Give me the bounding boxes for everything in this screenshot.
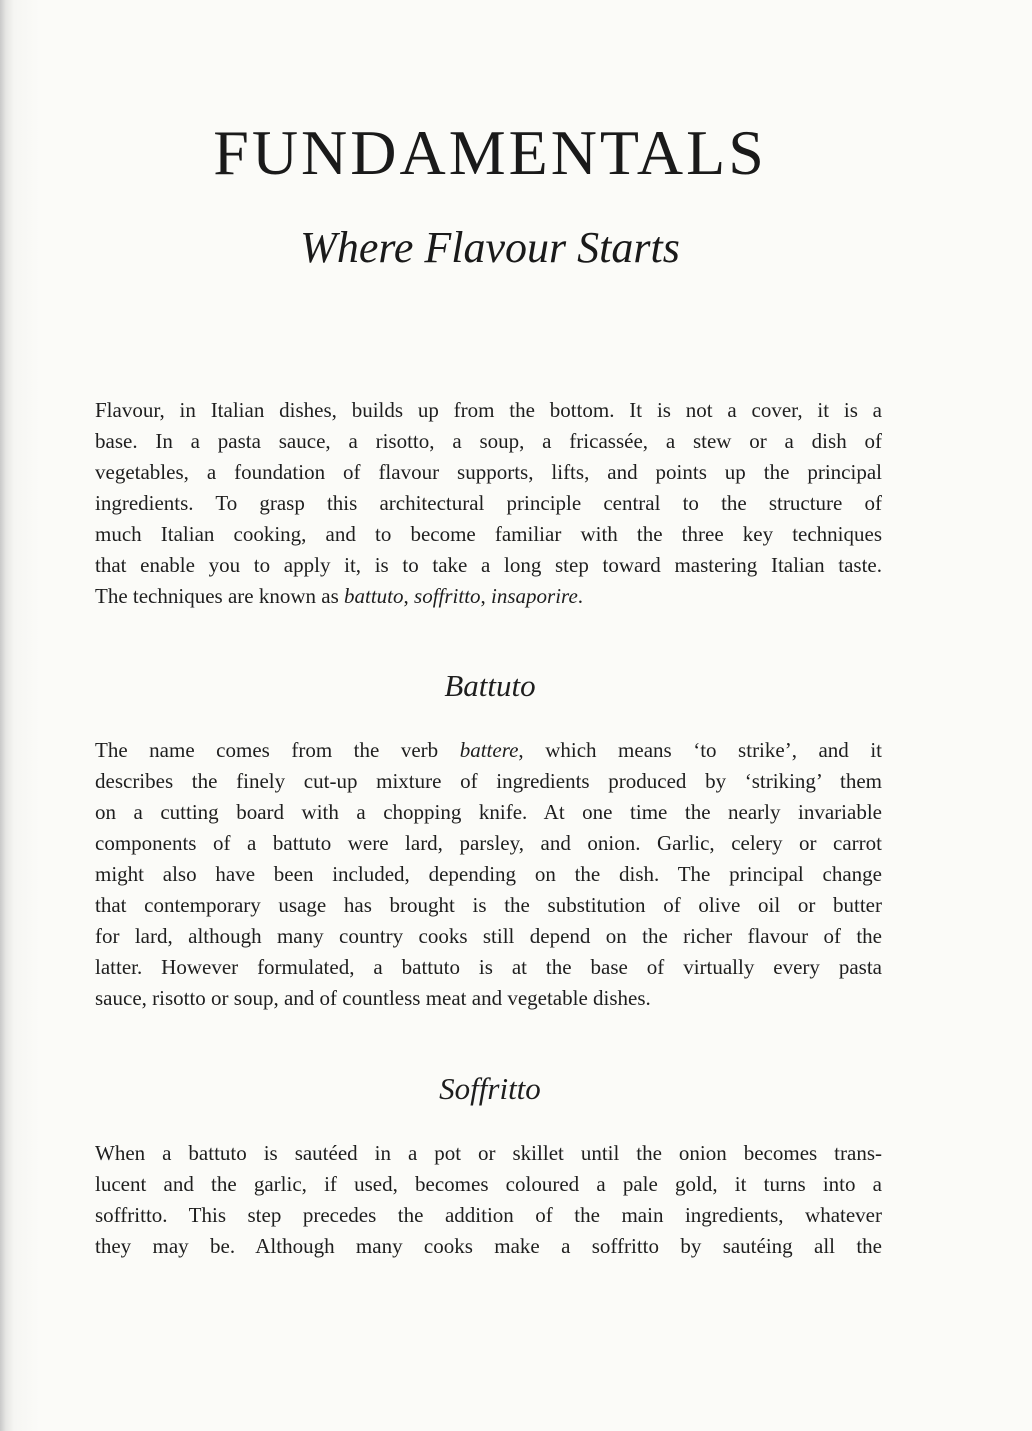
text-line xyxy=(95,983,882,1014)
text-line xyxy=(95,395,882,426)
text-line xyxy=(95,457,882,488)
text-run: ingredients. To grasp this architectural principle central to the structure of xyxy=(95,491,882,515)
battuto-paragraph xyxy=(95,735,882,1014)
text-run: describes the finely cut-up mixture of ingredients produced by ‘striking’ them xyxy=(95,769,882,793)
text-line xyxy=(95,890,882,921)
italic-term: battuto xyxy=(344,584,404,608)
page-title: FUNDAMENTALS xyxy=(213,117,767,188)
text-line xyxy=(95,581,882,612)
text-run: for lard, although many country cooks still depend on the richer flavour of the xyxy=(95,924,882,948)
text-run: , which means ‘to strike’, and it xyxy=(518,738,882,762)
text-run: soffritto. This step precedes the addition of the main ingredients, whatever xyxy=(95,1203,882,1227)
text-line xyxy=(95,952,882,983)
text-run: When a battuto is sautéed in a pot or skillet until the onion becomes trans- xyxy=(95,1141,882,1165)
intro-paragraph xyxy=(95,395,882,612)
text-run: base. In a pasta sauce, a risotto, a soup, a fricassée, a stew or a dish of xyxy=(95,429,882,453)
section-heading-soffritto: Soffritto xyxy=(439,1071,541,1106)
text-run: Flavour, in Italian dishes, builds up from the bottom. It is not a cover, it is a xyxy=(95,398,882,422)
text-line xyxy=(95,488,882,519)
text-line xyxy=(95,921,882,952)
text-run: on a cutting board with a chopping knife. At one time the nearly invariable xyxy=(95,800,882,824)
text-run: much Italian cooking, and to become familiar with the three key techniques xyxy=(95,522,882,546)
text-run: components of a battuto were lard, parsley, and onion. Garlic, celery or carrot xyxy=(95,831,882,855)
text-run: , xyxy=(480,584,492,608)
page-subtitle: Where Flavour Starts xyxy=(300,223,680,272)
text-run: vegetables, a foundation of flavour supports, lifts, and points up the principal xyxy=(95,460,882,484)
text-run: latter. However formulated, a battuto is at the base of virtually every pasta xyxy=(95,955,882,979)
text-line xyxy=(95,1231,882,1262)
text-line xyxy=(95,859,882,890)
text-run: The name comes from the verb xyxy=(95,738,460,762)
text-line xyxy=(95,550,882,581)
text-run: lucent and the garlic, if used, becomes coloured a pale gold, it turns into a xyxy=(95,1172,882,1196)
text-run: The techniques are known as xyxy=(95,584,344,608)
text-line xyxy=(95,828,882,859)
text-line xyxy=(95,426,882,457)
text-line xyxy=(95,519,882,550)
text-line xyxy=(95,766,882,797)
section-heading-battuto: Battuto xyxy=(444,668,536,703)
text-line xyxy=(95,1200,882,1231)
text-line xyxy=(95,735,882,766)
text-run: might also have been included, depending on the dish. The principal change xyxy=(95,862,882,886)
text-run: that contemporary usage has brought is the substitution of olive oil or butter xyxy=(95,893,882,917)
italic-term: battere xyxy=(459,738,519,762)
text-run: , xyxy=(403,584,415,608)
text-line xyxy=(95,1138,882,1169)
text-line xyxy=(95,1169,882,1200)
text-run: they may be. Although many cooks make a soffritto by sautéing all the xyxy=(95,1234,882,1258)
italic-term: soffritto xyxy=(414,584,481,608)
text-run: that enable you to apply it, is to take a long step toward mastering Italian taste. xyxy=(95,553,882,577)
text-line xyxy=(95,797,882,828)
italic-term: insaporire xyxy=(491,584,578,608)
soffritto-paragraph xyxy=(95,1138,882,1262)
text-run: sauce, risotto or soup, and of countless meat and vegetable dishes. xyxy=(95,986,651,1010)
text-run: . xyxy=(577,584,584,608)
